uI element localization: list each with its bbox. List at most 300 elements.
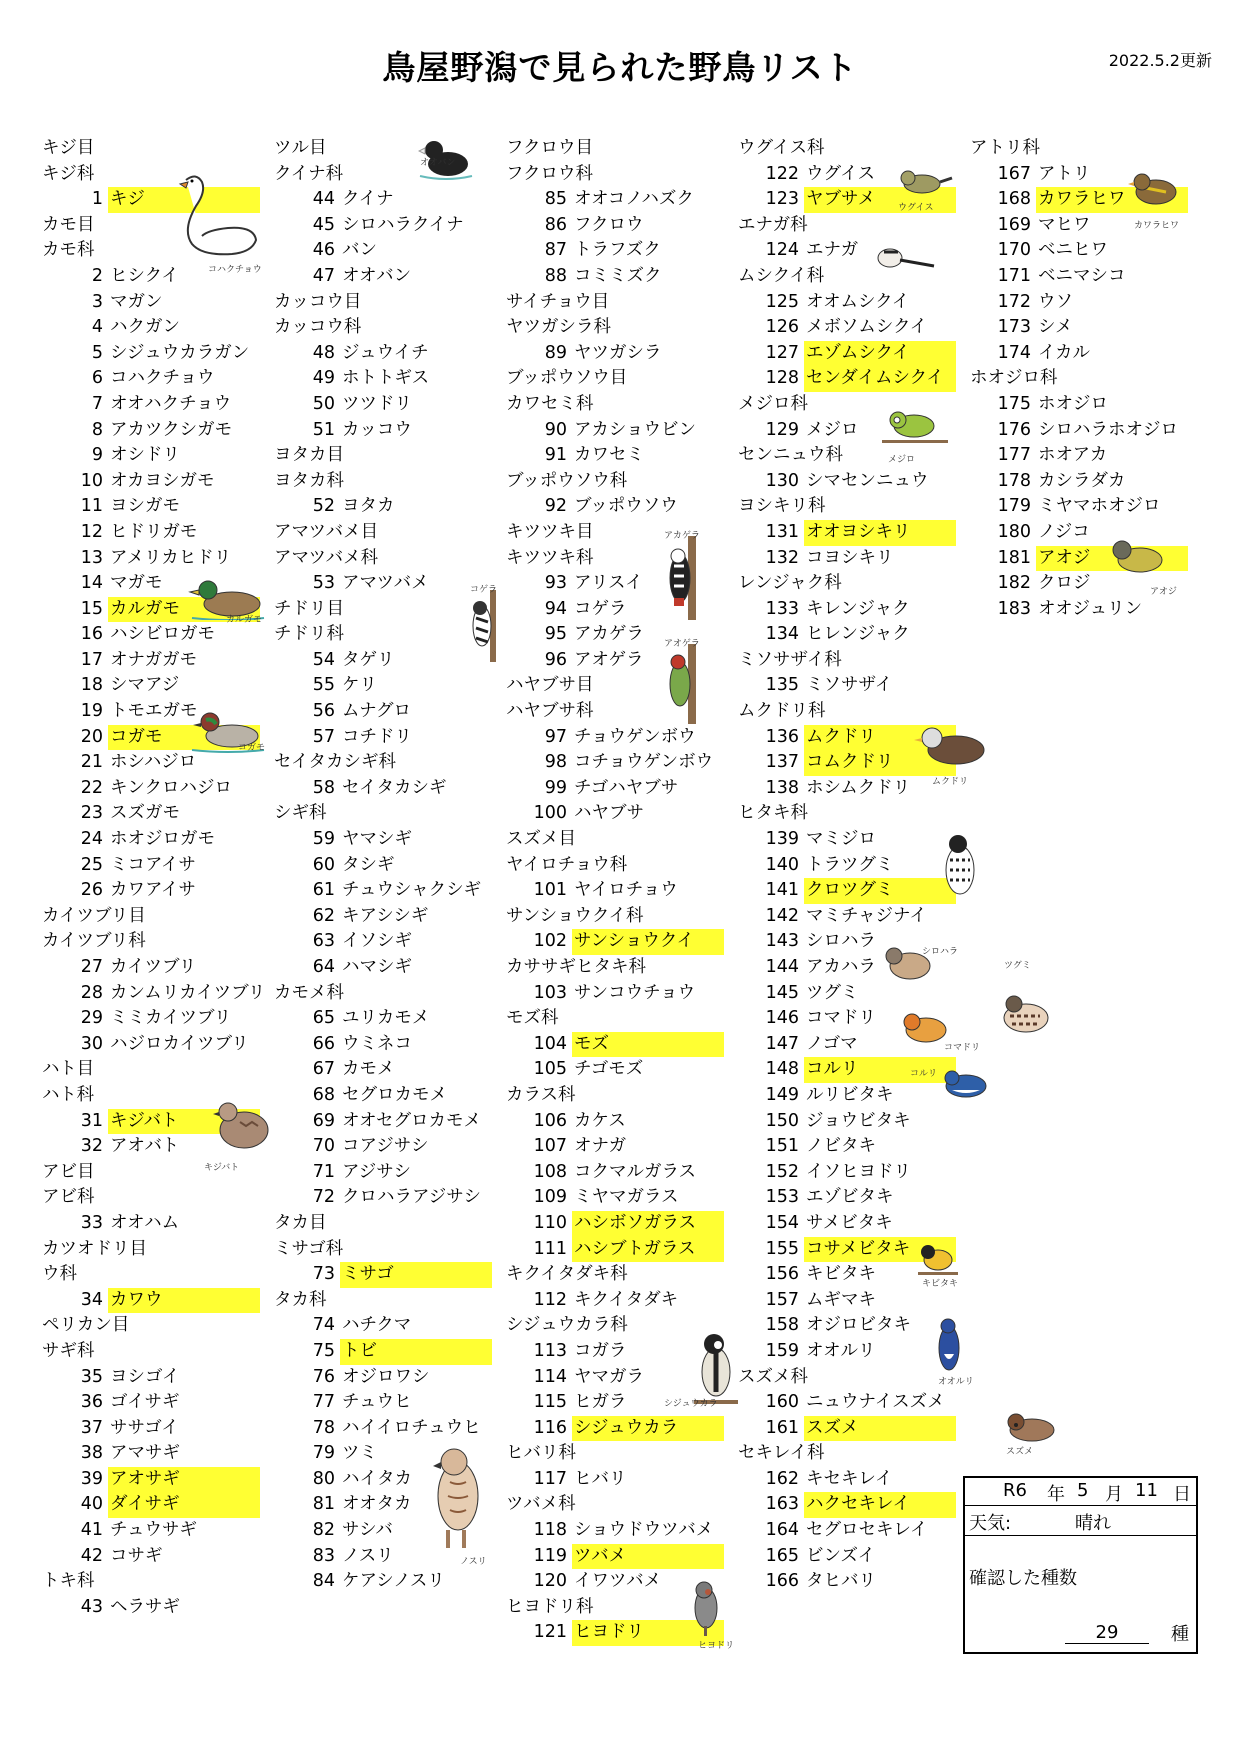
species-name: コチョウゲンボウ	[574, 752, 714, 773]
species-name: ハシボソガラス	[572, 1211, 724, 1237]
species-number: 162	[765, 1468, 799, 1489]
group-heading: ツバメ科	[506, 1494, 576, 1515]
species-number: 139	[765, 829, 799, 850]
species-number: 75	[312, 1340, 335, 1361]
species-number: 111	[533, 1238, 567, 1259]
species-row	[272, 1109, 500, 1135]
species-number: 99	[544, 777, 567, 798]
species-name: オカヨシガモ	[110, 470, 215, 491]
species-number: 32	[80, 1136, 103, 1157]
species-number: 129	[765, 419, 799, 440]
group-heading: サンショウクイ科	[506, 905, 644, 926]
month-unit: 月	[1105, 1484, 1123, 1505]
species-number: 179	[997, 496, 1031, 517]
species-name: ツツドリ	[342, 393, 412, 414]
group-heading: カッコウ科	[274, 317, 362, 338]
species-number: 21	[80, 752, 103, 773]
species-number: 1	[91, 189, 103, 210]
species-number: 23	[80, 803, 103, 824]
group-heading: フクロウ目	[506, 138, 593, 158]
group-heading: ブッポウソウ目	[506, 368, 628, 389]
species-row	[736, 1083, 964, 1109]
species-name: ケリ	[342, 675, 377, 696]
species-name: ミコアイサ	[110, 854, 196, 875]
species-name: アオサギ	[108, 1467, 260, 1493]
species-row	[272, 187, 500, 213]
species-row-observed	[736, 1492, 964, 1518]
species-number: 126	[765, 317, 799, 338]
species-row	[272, 494, 500, 520]
species-name: カイツブリ	[110, 957, 197, 977]
observation-record-box	[963, 1476, 1198, 1654]
species-number: 25	[80, 854, 103, 875]
species-number: 73	[312, 1264, 335, 1285]
swan-caption: コハクチョウ	[208, 265, 262, 275]
species-number: 45	[312, 214, 335, 235]
group-heading: ブッポウソウ科	[506, 470, 628, 491]
komadori-caption: コマドリ	[944, 1043, 981, 1053]
species-name: ミサゴ	[340, 1262, 492, 1288]
species-name: オジロビタキ	[806, 1315, 911, 1336]
species-number: 122	[765, 163, 799, 184]
species-name: ノゴマ	[806, 1033, 858, 1054]
species-name: ハイイロチュウヒ	[342, 1417, 481, 1438]
species-number: 98	[544, 752, 567, 773]
species-name: スズガモ	[110, 803, 180, 824]
species-name: オシドリ	[110, 445, 180, 466]
species-row-observed	[736, 366, 964, 392]
species-number: 110	[533, 1212, 567, 1233]
species-row	[272, 1160, 500, 1186]
species-name: シロハラクイナ	[342, 214, 464, 235]
species-row	[272, 1313, 500, 1339]
group-heading: センニュウ科	[738, 445, 843, 466]
group-heading: サギ科	[42, 1340, 95, 1361]
species-name: トモエガモ	[110, 701, 198, 722]
species-number: 69	[312, 1110, 335, 1131]
dove-caption: キジバト	[204, 1163, 240, 1173]
species-row	[504, 264, 732, 290]
species-row	[272, 238, 500, 264]
species-number: 156	[765, 1264, 799, 1285]
species-name: オオバン	[342, 265, 412, 286]
species-row	[504, 418, 732, 444]
species-name: ササゴイ	[110, 1417, 179, 1438]
species-row	[504, 1057, 732, 1083]
species-name: コミミズク	[574, 265, 662, 286]
species-number: 127	[765, 342, 799, 363]
species-number: 78	[312, 1417, 335, 1438]
species-number: 72	[312, 1187, 335, 1208]
species-name: ムナグロ	[342, 701, 411, 722]
species-number: 143	[765, 931, 799, 952]
species-name: トラフズク	[574, 240, 661, 261]
species-row	[40, 546, 268, 572]
species-name: チュウサギ	[110, 1520, 197, 1541]
species-number: 174	[997, 342, 1031, 363]
species-number: 20	[80, 726, 103, 747]
species-name: オナガ	[574, 1136, 627, 1157]
species-number: 40	[80, 1494, 103, 1515]
species-name: ノビタキ	[806, 1136, 876, 1157]
group-heading: ムクドリ科	[738, 701, 826, 722]
species-name: ホトトギス	[342, 368, 430, 389]
coot-caption: オオバン	[420, 158, 456, 168]
species-number: 182	[997, 573, 1031, 594]
species-number: 164	[765, 1520, 799, 1541]
species-number: 183	[997, 598, 1031, 619]
species-number: 14	[80, 573, 103, 594]
species-number: 180	[997, 521, 1031, 542]
species-name: キセキレイ	[806, 1468, 893, 1489]
species-number: 67	[312, 1059, 335, 1080]
species-number: 124	[765, 240, 799, 261]
species-row-observed	[40, 1467, 268, 1493]
group-heading: セキレイ科	[738, 1443, 825, 1464]
species-name: シメ	[1038, 317, 1073, 338]
bulbul-caption: ヒヨドリ	[698, 1641, 735, 1651]
species-number: 169	[997, 214, 1031, 235]
species-row	[272, 904, 500, 930]
species-name: イソシギ	[342, 931, 412, 952]
species-row	[272, 1057, 500, 1083]
species-row	[272, 1390, 500, 1416]
species-row	[968, 341, 1196, 367]
species-name: サンコウチョウ	[574, 982, 696, 1003]
species-number: 115	[533, 1392, 567, 1413]
species-name: エナガ	[806, 240, 859, 261]
species-number: 62	[312, 905, 335, 926]
species-row	[504, 725, 732, 751]
species-name: ウソ	[1038, 291, 1073, 312]
species-row	[736, 1569, 964, 1595]
species-number: 97	[544, 726, 567, 747]
species-row	[504, 1160, 732, 1186]
species-row	[40, 469, 268, 495]
species-number: 29	[80, 1008, 103, 1029]
species-row	[272, 1083, 500, 1109]
species-name: ハクガン	[110, 317, 180, 338]
species-number: 35	[80, 1366, 103, 1387]
species-number: 119	[533, 1545, 567, 1566]
species-row	[40, 750, 268, 776]
species-number: 131	[765, 521, 799, 542]
species-number: 167	[997, 163, 1031, 184]
species-number: 133	[765, 598, 799, 619]
species-number: 146	[765, 1008, 799, 1029]
species-row	[272, 1134, 500, 1160]
species-number: 49	[312, 368, 335, 389]
species-name: アオゲラ	[574, 649, 644, 670]
species-name: ヤイロチョウ	[574, 880, 678, 901]
species-row	[504, 1109, 732, 1135]
species-number: 41	[80, 1520, 103, 1541]
species-number: 94	[544, 598, 567, 619]
species-number: 136	[765, 726, 799, 747]
species-number: 4	[91, 317, 103, 338]
species-name: コガモ	[108, 725, 260, 751]
species-name: ハクセキレイ	[804, 1492, 956, 1518]
species-name: タシギ	[342, 854, 395, 875]
species-name: モズ	[572, 1032, 724, 1058]
species-row	[736, 673, 964, 699]
kibitaki-caption: キビタキ	[922, 1279, 959, 1289]
species-name: カンムリカイツブリ	[110, 982, 266, 1003]
species-name: ヒバリ	[574, 1468, 627, 1489]
group-heading: ハト科	[42, 1084, 95, 1105]
species-row	[736, 1390, 964, 1416]
species-name: ヤマシギ	[342, 829, 412, 850]
group-heading: ヤイロチョウ科	[506, 854, 628, 875]
species-name: シジュウカラ	[572, 1416, 724, 1442]
species-number: 101	[533, 880, 567, 901]
species-name: マミチャジナイ	[806, 905, 927, 926]
species-name: バン	[342, 240, 377, 261]
species-name: オオムシクイ	[806, 291, 910, 312]
buzzard-caption: ノスリ	[460, 1557, 487, 1567]
group-heading: ミソサザイ科	[738, 649, 842, 670]
species-name: ハチクマ	[342, 1315, 412, 1336]
species-name: トラツグミ	[806, 854, 894, 875]
species-row	[968, 392, 1196, 418]
species-name: シジュウカラガン	[110, 342, 250, 363]
black-faced-bunting-illustration	[1106, 536, 1170, 580]
group-heading: ホオジロ科	[970, 368, 1058, 389]
species-name: ミミカイツブリ	[110, 1008, 232, 1029]
species-number: 58	[312, 777, 335, 798]
page-title: 鳥屋野潟で見られた野鳥リスト	[382, 48, 858, 87]
species-row	[272, 213, 500, 239]
starling-illustration	[910, 720, 996, 776]
species-number: 7	[91, 393, 103, 414]
species-number: 137	[765, 752, 799, 773]
species-number: 83	[312, 1545, 335, 1566]
species-row	[968, 597, 1196, 623]
species-number: 161	[765, 1417, 799, 1438]
species-name: ホシムクドリ	[806, 777, 911, 798]
species-name: タヒバリ	[806, 1571, 876, 1592]
species-number: 6	[91, 368, 103, 389]
species-name: トビ	[340, 1339, 492, 1365]
species-name: アジサシ	[342, 1161, 411, 1182]
species-name: クロツグミ	[804, 878, 956, 904]
species-number: 105	[533, 1059, 567, 1080]
species-name: ショウドウツバメ	[574, 1520, 714, 1541]
species-count: 29	[1065, 1623, 1149, 1644]
species-row	[736, 290, 964, 316]
group-heading: カモ目	[42, 214, 95, 235]
species-name: オオルリ	[806, 1340, 876, 1361]
group-heading: エナガ科	[738, 214, 808, 235]
species-number: 106	[533, 1110, 567, 1131]
species-row	[40, 366, 268, 392]
species-name: コアジサシ	[342, 1136, 429, 1157]
species-name: サシバ	[342, 1520, 393, 1541]
species-row	[40, 1390, 268, 1416]
species-number: 154	[765, 1212, 799, 1233]
species-number: 64	[312, 957, 335, 977]
species-number: 113	[533, 1340, 567, 1361]
species-number: 61	[312, 880, 335, 901]
species-row	[40, 981, 268, 1007]
aogera-caption: アオゲラ	[664, 639, 700, 649]
species-number: 170	[997, 240, 1031, 261]
species-number: 17	[80, 649, 103, 670]
weather-label: 天気:	[969, 1513, 1012, 1534]
species-name: アメリカヒドリ	[110, 547, 232, 568]
species-row	[736, 1544, 964, 1570]
species-row	[736, 597, 964, 623]
species-name: マミジロ	[806, 829, 876, 850]
species-name: クロハラアジサシ	[342, 1187, 481, 1208]
group-heading: シジュウカラ科	[506, 1315, 628, 1336]
species-number: 134	[765, 624, 799, 645]
species-row	[736, 1109, 964, 1135]
greenfinch-illustration	[1126, 166, 1184, 216]
species-number: 91	[544, 445, 567, 466]
species-name: マガン	[110, 291, 163, 312]
species-row	[736, 546, 964, 572]
species-number: 22	[80, 777, 103, 798]
species-row	[736, 1339, 964, 1365]
species-number: 108	[533, 1161, 567, 1182]
species-name: イソヒヨドリ	[806, 1161, 911, 1182]
species-number: 11	[80, 496, 103, 517]
spotbill-caption: カルガモ	[226, 615, 263, 625]
species-name: ハシビロガモ	[110, 624, 215, 645]
sparrow-caption: スズメ	[1006, 1447, 1034, 1457]
species-number: 165	[765, 1545, 799, 1566]
species-name: アカハラ	[806, 957, 876, 977]
species-name: アリスイ	[574, 573, 643, 594]
species-name: オオジュリン	[1038, 598, 1143, 619]
group-heading: ムシクイ科	[738, 265, 825, 286]
species-row	[504, 981, 732, 1007]
species-row	[272, 1185, 500, 1211]
species-number: 112	[533, 1289, 567, 1310]
species-number: 95	[544, 624, 567, 645]
species-number: 16	[80, 624, 103, 645]
species-name: アオバト	[110, 1136, 180, 1157]
species-row-observed	[272, 1339, 500, 1365]
group-heading: ヨタカ目	[274, 445, 344, 466]
ooruri-caption: オオルリ	[938, 1377, 974, 1387]
species-number: 13	[80, 547, 103, 568]
species-name: カケス	[574, 1110, 626, 1131]
species-number: 70	[312, 1136, 335, 1157]
species-number: 109	[533, 1187, 567, 1208]
starling-caption: ムクドリ	[932, 777, 969, 787]
species-name: キジバト	[108, 1109, 260, 1135]
species-name: キレンジャク	[806, 598, 910, 619]
species-name: シマアジ	[110, 675, 180, 696]
group-heading: チドリ科	[274, 624, 344, 645]
species-name: ダイサギ	[108, 1492, 260, 1518]
species-number: 5	[91, 342, 103, 363]
species-count-label: 確認した種数	[969, 1568, 1077, 1589]
species-row-observed	[504, 1544, 732, 1570]
species-number: 142	[765, 905, 799, 926]
species-row-observed	[736, 1416, 964, 1442]
species-number: 2	[91, 265, 103, 286]
species-row	[736, 1518, 964, 1544]
species-name: マガモ	[110, 573, 163, 594]
species-number: 177	[997, 445, 1031, 466]
species-number: 36	[80, 1392, 103, 1413]
species-row	[736, 827, 964, 853]
species-name: ヒガラ	[574, 1392, 627, 1413]
species-row	[968, 494, 1196, 520]
species-number: 92	[544, 496, 567, 517]
group-heading: スズメ科	[738, 1366, 808, 1387]
species-row	[40, 776, 268, 802]
species-name: チュウヒ	[342, 1392, 412, 1413]
species-row	[736, 1288, 964, 1314]
species-name: チゴモズ	[574, 1059, 644, 1080]
day-unit: 日	[1173, 1484, 1191, 1505]
species-name: コルリ	[804, 1057, 956, 1083]
species-row-observed	[272, 1262, 500, 1288]
species-row	[504, 776, 732, 802]
species-name: オナガガモ	[110, 649, 198, 670]
species-name: クロジ	[1038, 573, 1091, 594]
species-name: ホオジロガモ	[110, 829, 215, 850]
species-name: ミヤマガラス	[574, 1187, 679, 1208]
species-name: ジュウイチ	[342, 342, 429, 363]
species-number: 55	[312, 675, 335, 696]
species-name: アカツクシガモ	[110, 419, 233, 440]
species-row	[272, 366, 500, 392]
species-name: オオハム	[110, 1212, 180, 1233]
species-row	[40, 1441, 268, 1467]
bird-list-column-2	[272, 136, 500, 1595]
species-row	[272, 418, 500, 444]
species-number: 39	[80, 1468, 103, 1489]
long-tailed-tit-illustration	[870, 244, 936, 274]
group-heading: キツツキ科	[506, 547, 594, 568]
species-row	[40, 315, 268, 341]
species-name: ミヤマホオジロ	[1038, 496, 1161, 517]
species-row	[272, 878, 500, 904]
species-row-observed	[736, 520, 964, 546]
species-name: セイタカシギ	[342, 777, 447, 798]
species-name: ハヤブサ	[574, 803, 644, 824]
species-name: ケアシノスリ	[342, 1571, 445, 1592]
species-row	[504, 1134, 732, 1160]
species-number: 118	[533, 1520, 567, 1541]
species-name: チゴハヤブサ	[574, 777, 679, 798]
species-row	[40, 1544, 268, 1570]
group-heading: トキ科	[42, 1571, 95, 1592]
species-name: オオセグロカモメ	[342, 1110, 481, 1131]
bush-warbler-illustration	[896, 164, 954, 202]
species-row	[272, 955, 500, 981]
species-name: ベニヒワ	[1038, 240, 1108, 261]
species-name: ツミ	[342, 1443, 377, 1464]
species-number: 54	[312, 649, 335, 670]
species-number: 148	[765, 1059, 799, 1080]
species-row-observed	[40, 1492, 268, 1518]
species-number: 168	[997, 189, 1031, 210]
species-row	[40, 1006, 268, 1032]
group-heading: キツツキ目	[506, 521, 594, 542]
species-number: 76	[312, 1366, 335, 1387]
group-heading: ミサゴ科	[274, 1238, 344, 1259]
species-row	[968, 469, 1196, 495]
thrush-illustration	[936, 830, 984, 906]
species-number: 24	[80, 829, 103, 850]
species-number: 155	[765, 1238, 799, 1259]
